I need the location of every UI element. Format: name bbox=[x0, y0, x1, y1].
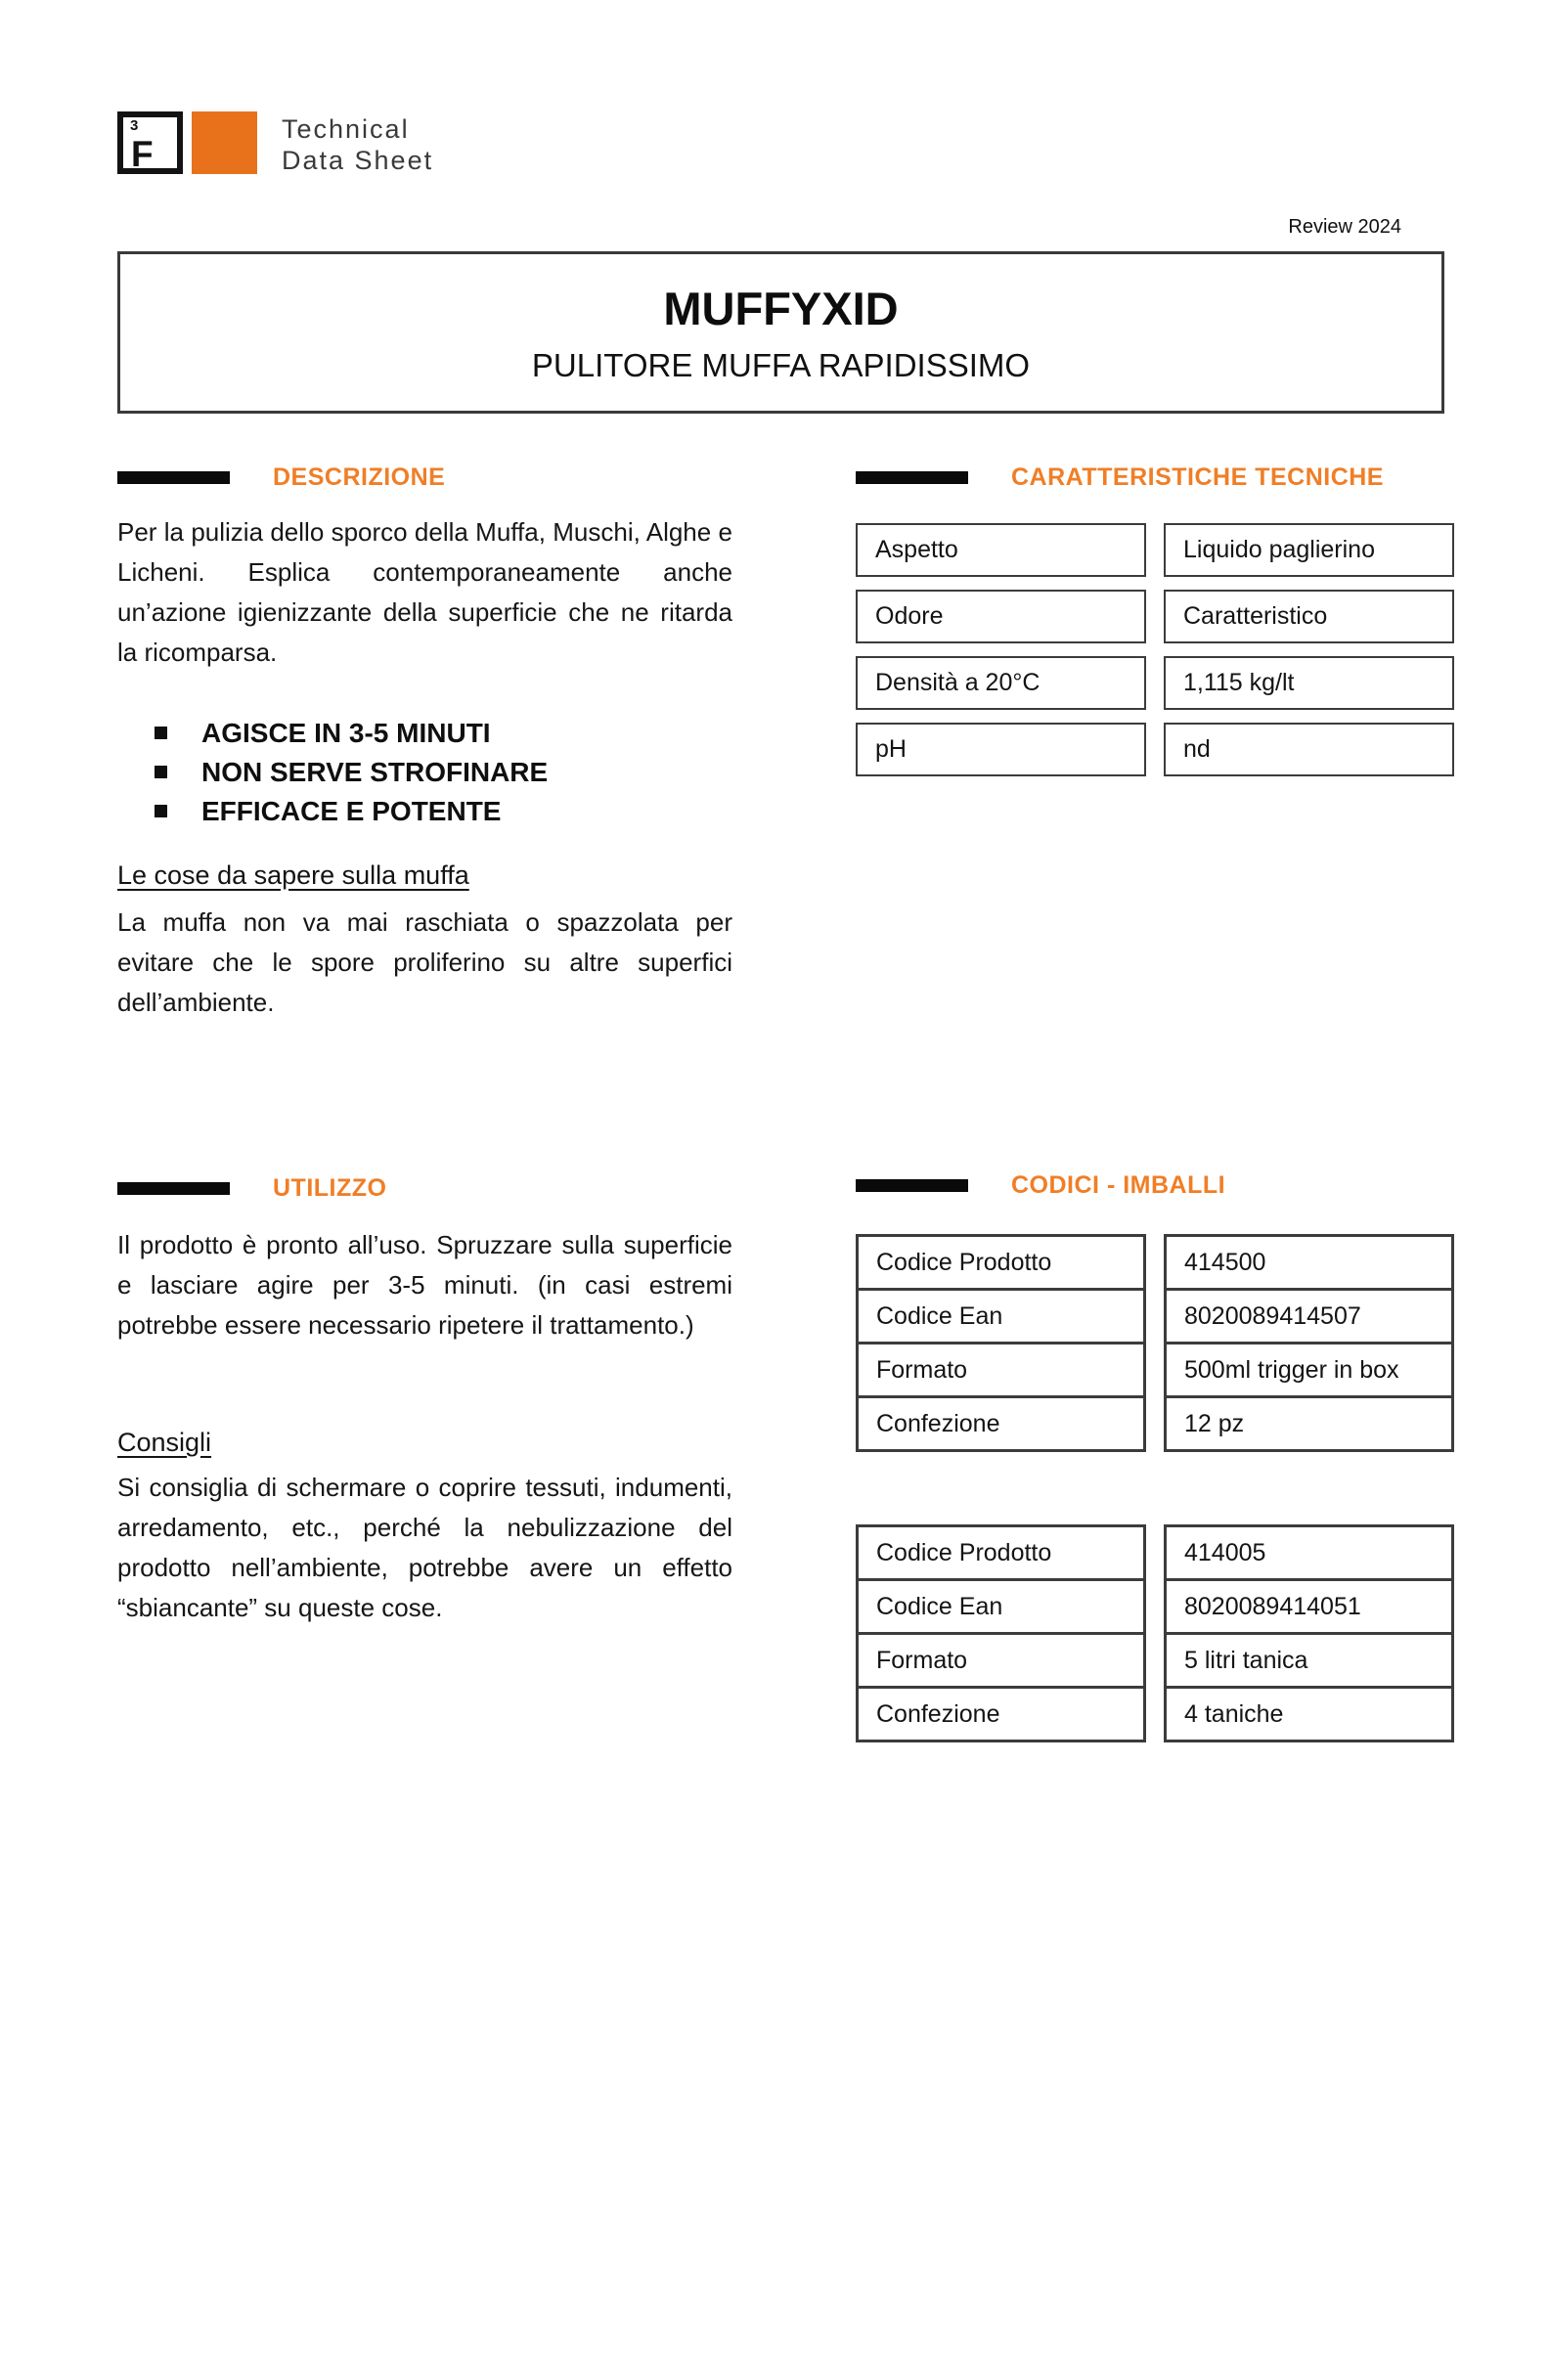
row-value-cell: 5 litri tanica bbox=[1164, 1632, 1454, 1689]
review-label: Review 2024 bbox=[1288, 216, 1401, 238]
table-row bbox=[856, 1686, 1454, 1742]
row-value-cell: 12 pz bbox=[1164, 1395, 1454, 1452]
bullet-item: AGISCE IN 3-5 MINUTI bbox=[117, 714, 732, 753]
logo-orange-square-icon bbox=[192, 111, 257, 174]
bullet-item: NON SERVE STROFINARE bbox=[117, 753, 732, 792]
section-label: CODICI - IMBALLI bbox=[1011, 1170, 1226, 1199]
table-row bbox=[856, 1395, 1454, 1452]
table-row bbox=[856, 1342, 1454, 1398]
logo-element-number: 3 bbox=[130, 117, 139, 134]
table-row bbox=[856, 523, 1454, 577]
codici-table-tanica bbox=[856, 1524, 1454, 1742]
table-row bbox=[856, 656, 1454, 710]
logo-wordmark bbox=[282, 113, 433, 176]
table-row bbox=[856, 590, 1454, 643]
section-bar-icon bbox=[856, 471, 968, 484]
row-label-cell: Codice Ean bbox=[856, 1578, 1146, 1635]
section-header-descrizione bbox=[117, 463, 445, 491]
row-value-cell: nd bbox=[1164, 723, 1454, 776]
table-row bbox=[856, 1234, 1454, 1291]
bullet-item: EFFICACE E POTENTE bbox=[117, 792, 732, 831]
row-value-cell: 1,115 kg/lt bbox=[1164, 656, 1454, 710]
row-label-cell: Codice Ean bbox=[856, 1288, 1146, 1344]
row-value-cell: 500ml trigger in box bbox=[1164, 1342, 1454, 1398]
row-value-cell: 414500 bbox=[1164, 1234, 1454, 1291]
section-header-codici bbox=[856, 1171, 1225, 1199]
section-label: CARATTERISTICHE TECNICHE bbox=[1011, 463, 1384, 491]
row-value-cell: 8020089414507 bbox=[1164, 1288, 1454, 1344]
section-header-utilizzo bbox=[117, 1174, 386, 1202]
utilizzo-subheading: Consigli bbox=[117, 1428, 212, 1457]
row-label-cell: Confezione bbox=[856, 1395, 1146, 1452]
row-label-cell: Formato bbox=[856, 1632, 1146, 1689]
row-value-cell: 4 taniche bbox=[1164, 1686, 1454, 1742]
codici-table-trigger bbox=[856, 1234, 1454, 1452]
row-label-cell: Odore bbox=[856, 590, 1146, 643]
table-row bbox=[856, 1578, 1454, 1635]
logo-wordmark-line1: Technical bbox=[282, 114, 410, 144]
logo-element-letter: F bbox=[131, 134, 154, 174]
row-label-cell: Densità a 20°C bbox=[856, 656, 1146, 710]
feature-bullet-list bbox=[117, 714, 732, 831]
title-box bbox=[117, 251, 1444, 414]
descrizione-subparagraph: La muffa non va mai raschiata o spazzolata per evitare che le spore proliferino su altre superfici dell’ambiente. bbox=[117, 907, 732, 1017]
row-label-cell: pH bbox=[856, 723, 1146, 776]
table-row bbox=[856, 1288, 1454, 1344]
table-row bbox=[856, 1632, 1454, 1689]
table-row bbox=[856, 723, 1454, 776]
section-header-caratteristiche bbox=[856, 463, 1384, 491]
row-value-cell: Liquido paglierino bbox=[1164, 523, 1454, 577]
utilizzo-subparagraph: Si consiglia di schermare o coprire tessuti, indumenti, arredamento, etc., perché la nebulizzazione del prodotto nell’ambiente, potrebbe avere un effetto “sbiancante” su queste cose. bbox=[117, 1473, 732, 1622]
table-row bbox=[856, 1524, 1454, 1581]
section-bar-icon bbox=[856, 1179, 968, 1192]
row-label-cell: Formato bbox=[856, 1342, 1146, 1398]
tech-characteristics-table bbox=[856, 523, 1454, 776]
section-bar-icon bbox=[117, 471, 230, 484]
product-subtitle: PULITORE MUFFA RAPIDISSIMO bbox=[531, 346, 1031, 383]
section-label: DESCRIZIONE bbox=[273, 463, 446, 491]
descrizione-paragraph: Per la pulizia dello sporco della Muffa, Muschi, Alghe e Licheni. Esplica contemporaneamente anche un’azione igienizzante della superficie che ne ritarda la ricomparsa. bbox=[117, 517, 732, 667]
row-label-cell: Confezione bbox=[856, 1686, 1146, 1742]
row-value-cell: 414005 bbox=[1164, 1524, 1454, 1581]
descrizione-subheading: Le cose da sapere sulla muffa bbox=[117, 860, 469, 890]
row-value-cell: Caratteristico bbox=[1164, 590, 1454, 643]
utilizzo-paragraph: Il prodotto è pronto all’uso. Spruzzare sulla superficie e lasciare agire per 3-5 minuti. (in casi estremi potrebbe essere necessario ripetere il trattamento.) bbox=[117, 1230, 732, 1340]
row-label-cell: Aspetto bbox=[856, 523, 1146, 577]
section-bar-icon bbox=[117, 1182, 230, 1195]
logo-wordmark-line2: Data Sheet bbox=[282, 146, 434, 175]
section-label: UTILIZZO bbox=[273, 1173, 387, 1202]
logo-element-box bbox=[117, 111, 183, 174]
row-label-cell: Codice Prodotto bbox=[856, 1234, 1146, 1291]
row-value-cell: 8020089414051 bbox=[1164, 1578, 1454, 1635]
row-label-cell: Codice Prodotto bbox=[856, 1524, 1146, 1581]
product-name: MUFFYXID bbox=[663, 282, 899, 334]
